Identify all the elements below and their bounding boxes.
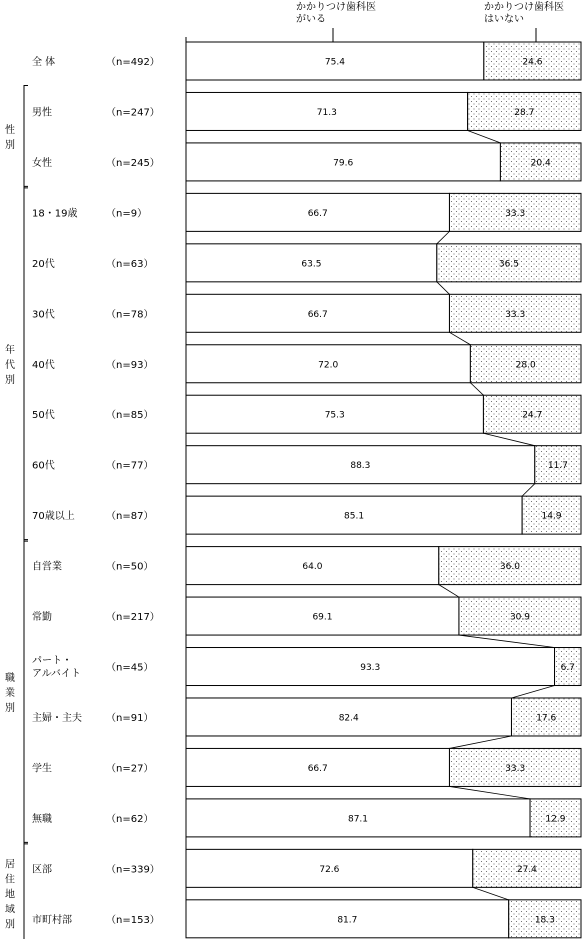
- value-label-none: 17.6: [536, 713, 557, 724]
- connector-line: [483, 433, 534, 445]
- value-label-none: 20.4: [530, 158, 551, 169]
- value-label-have: 85.1: [344, 511, 365, 522]
- category-label: 主婦・主夫: [32, 712, 82, 724]
- connector-line: [437, 231, 450, 243]
- value-label-have: 88.3: [350, 461, 371, 472]
- value-label-have: 69.1: [312, 612, 333, 623]
- value-label-have: 66.7: [307, 763, 328, 774]
- category-label: 18・19歳: [32, 208, 78, 220]
- category-label: 30代: [32, 309, 55, 321]
- connector-line: [473, 887, 509, 899]
- n-label: （n=91）: [106, 712, 154, 724]
- value-label-none: 27.4: [516, 864, 537, 875]
- category-label: 無職: [32, 813, 52, 825]
- n-label: （n=217）: [106, 612, 160, 624]
- value-label-have: 72.0: [318, 360, 339, 371]
- value-label-have: 93.3: [360, 663, 381, 674]
- value-label-have: 71.3: [316, 107, 337, 118]
- category-label: 女性: [32, 157, 52, 169]
- n-label: （n=77）: [106, 460, 154, 472]
- value-label-none: 24.7: [522, 410, 543, 421]
- connector-line: [511, 686, 554, 698]
- value-label-none: 33.3: [505, 763, 526, 774]
- value-label-none: 36.0: [499, 562, 520, 573]
- connector-line: [459, 635, 555, 647]
- value-label-none: 6.7: [560, 663, 575, 674]
- category-label: 市町村部: [32, 914, 72, 926]
- value-label-none: 14.9: [541, 511, 562, 522]
- connector-line: [468, 130, 501, 142]
- value-label-none: 36.5: [498, 259, 519, 270]
- value-label-none: 30.9: [509, 612, 530, 623]
- connector-line: [449, 736, 511, 748]
- group-bracket: [24, 186, 28, 541]
- value-label-have: 75.3: [324, 410, 345, 421]
- n-label: （n=93）: [106, 359, 154, 371]
- value-label-have: 66.7: [307, 309, 328, 320]
- category-label: パート・: [32, 655, 72, 667]
- connector-line: [470, 383, 483, 395]
- value-label-have: 63.5: [301, 259, 322, 270]
- n-label: （n=85）: [106, 410, 154, 422]
- n-label: （n=9）: [106, 208, 148, 220]
- value-label-none: 28.0: [515, 360, 536, 371]
- n-label: （n=247）: [106, 107, 160, 119]
- connector-line: [449, 332, 470, 344]
- legend-have-line-2: がいる: [296, 14, 326, 25]
- n-label: （n=78）: [106, 309, 154, 321]
- legend-none-line-1: かかりつけ歯科医: [484, 2, 564, 13]
- n-label: （n=62）: [106, 813, 154, 825]
- group-label: 居住地域別: [5, 859, 15, 931]
- n-label: （n=27）: [106, 763, 154, 775]
- value-label-none: 18.3: [534, 915, 555, 926]
- group-label: 年代別: [5, 344, 15, 386]
- value-label-none: 33.3: [505, 309, 526, 320]
- group-bracket: [24, 85, 28, 187]
- group-bracket: [24, 842, 28, 939]
- value-label-none: 33.3: [505, 208, 526, 219]
- n-label: （n=245）: [106, 157, 160, 169]
- connector-line: [449, 786, 530, 798]
- category-label: アルバイト: [32, 668, 81, 680]
- value-label-have: 81.7: [337, 915, 358, 926]
- n-label: （n=63）: [106, 258, 154, 270]
- n-label: （n=87）: [106, 511, 154, 523]
- value-label-have: 64.0: [302, 562, 323, 573]
- connector-line: [439, 585, 459, 597]
- group-bracket: [24, 540, 28, 844]
- n-label: （n=153）: [106, 914, 160, 926]
- category-label: 70歳以上: [32, 511, 75, 523]
- category-label: 自営業: [32, 561, 62, 573]
- value-label-have: 72.6: [319, 864, 340, 875]
- category-label: 常勤: [32, 612, 52, 624]
- group-label: 職業別: [5, 672, 15, 714]
- category-label: 学生: [32, 763, 52, 775]
- value-label-have: 82.4: [338, 713, 359, 724]
- connector-line: [522, 484, 535, 496]
- value-label-none: 24.6: [522, 57, 543, 68]
- value-label-none: 12.9: [545, 814, 566, 825]
- n-label: （n=339）: [106, 864, 160, 876]
- n-label: （n=50）: [106, 561, 154, 573]
- connector-line: [437, 282, 450, 294]
- value-label-have: 75.4: [324, 57, 345, 68]
- value-label-none: 11.7: [547, 461, 568, 472]
- legend-none-line-2: はいない: [484, 14, 524, 25]
- value-label-have: 87.1: [347, 814, 369, 825]
- category-label: 40代: [32, 359, 55, 371]
- category-label: 60代: [32, 460, 55, 472]
- legend-have-line-1: かかりつけ歯科医: [296, 2, 376, 13]
- category-label: 区部: [32, 864, 52, 876]
- n-label: （n=45）: [106, 662, 154, 674]
- value-label-have: 66.7: [307, 208, 328, 219]
- n-label: （n=492）: [106, 57, 160, 68]
- value-label-have: 79.6: [333, 158, 354, 169]
- category-label: 全 体: [32, 57, 56, 68]
- category-label: 50代: [32, 410, 55, 422]
- group-label: 性別: [5, 125, 15, 152]
- value-label-none: 28.7: [514, 107, 535, 118]
- category-label: 男性: [32, 107, 52, 119]
- category-label: 20代: [32, 258, 55, 270]
